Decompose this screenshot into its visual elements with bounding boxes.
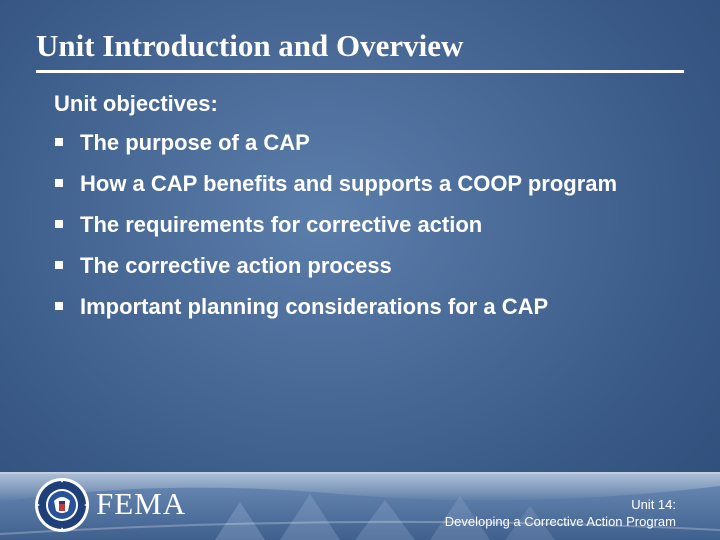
objectives-list	[54, 128, 684, 322]
footer-banner	[0, 472, 720, 540]
title-underline	[36, 70, 684, 73]
objective-text: The purpose of a CAP	[80, 130, 310, 155]
objective-item	[54, 210, 684, 240]
square-bullet-icon	[55, 261, 63, 269]
slide-content	[54, 90, 684, 333]
objective-item	[54, 169, 684, 199]
unit-title: Developing a Corrective Action Program	[444, 514, 676, 529]
objectives-heading: Unit objectives:	[54, 91, 218, 116]
dhs-seal-icon	[34, 477, 90, 533]
objective-item	[54, 251, 684, 281]
square-bullet-icon	[55, 138, 63, 146]
unit-label	[445, 496, 676, 530]
objective-text: How a CAP benefits and supports a COOP program	[80, 171, 618, 196]
unit-number: Unit 14:	[631, 497, 676, 512]
square-bullet-icon	[55, 220, 63, 228]
square-bullet-icon	[55, 179, 63, 187]
objective-item	[54, 292, 684, 322]
square-bullet-icon	[55, 302, 63, 310]
objective-item	[54, 128, 684, 158]
fema-logo: FEMA	[96, 486, 187, 521]
objective-text: The corrective action process	[80, 253, 392, 278]
objective-text: The requirements for corrective action	[80, 212, 483, 237]
objective-text: Important planning considerations for a CAP	[80, 294, 549, 319]
slide-title: Unit Introduction and Overview	[36, 28, 464, 63]
